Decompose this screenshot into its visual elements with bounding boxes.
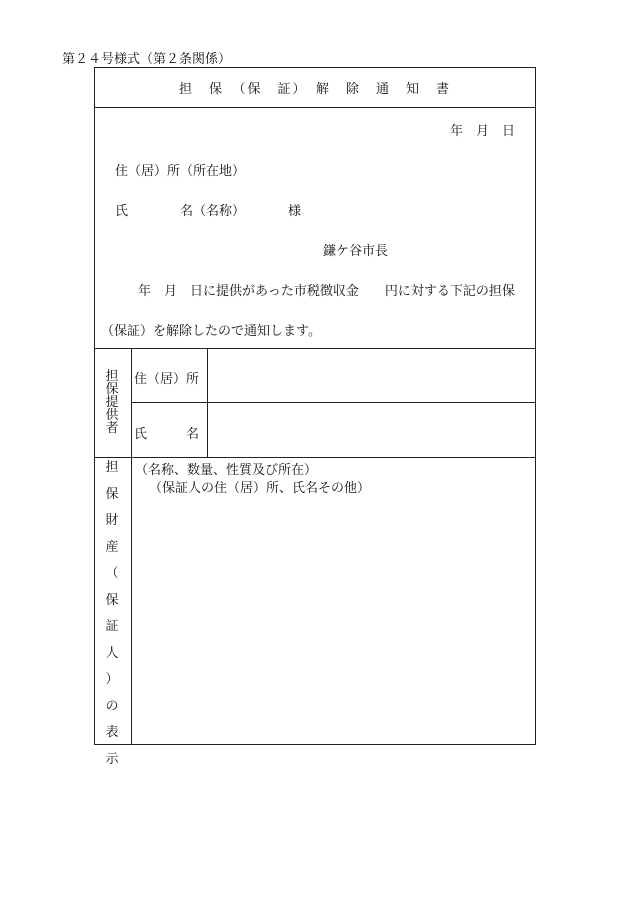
provider-address-label: 住（居）所 (134, 372, 200, 387)
recipient-honorific: 様 (288, 204, 302, 219)
provider-vertical-label: 担 保 提 供 者 (105, 369, 119, 436)
provider-name-label: 氏 名 (134, 427, 200, 442)
provider-divider (94, 457, 536, 458)
collateral-description-field[interactable] (132, 495, 535, 744)
provider-address-field[interactable] (208, 349, 535, 401)
recipient-name-label: 氏 名（名称） (115, 204, 246, 219)
recipient-address-label: 住（居）所（所在地） (115, 164, 246, 179)
body-line-2: （保証）を解除したので通知します。 (101, 324, 321, 339)
collateral-note-1: （名称、数量、性質及び所在） (135, 463, 318, 478)
collateral-note-2: （保証人の住（居）所、氏名その他） (149, 481, 371, 496)
issuer-name: 鎌ケ谷市長 (323, 244, 389, 259)
date-line: 年 月 日 (450, 124, 516, 139)
provider-name-field[interactable] (208, 403, 535, 456)
collateral-vertical-label: 担 保 財 産 （ 保 証 人 ） の 表 示 (105, 460, 119, 767)
document-title: 担 保 （保 証） 解 除 通 知 書 (178, 82, 451, 97)
body-line-1: 年 月 日に提供があった市税徴収金 円に対する下記の担保 (138, 284, 515, 299)
title-divider (94, 107, 536, 108)
form-number: 第２４号様式（第２条関係） (62, 52, 232, 67)
